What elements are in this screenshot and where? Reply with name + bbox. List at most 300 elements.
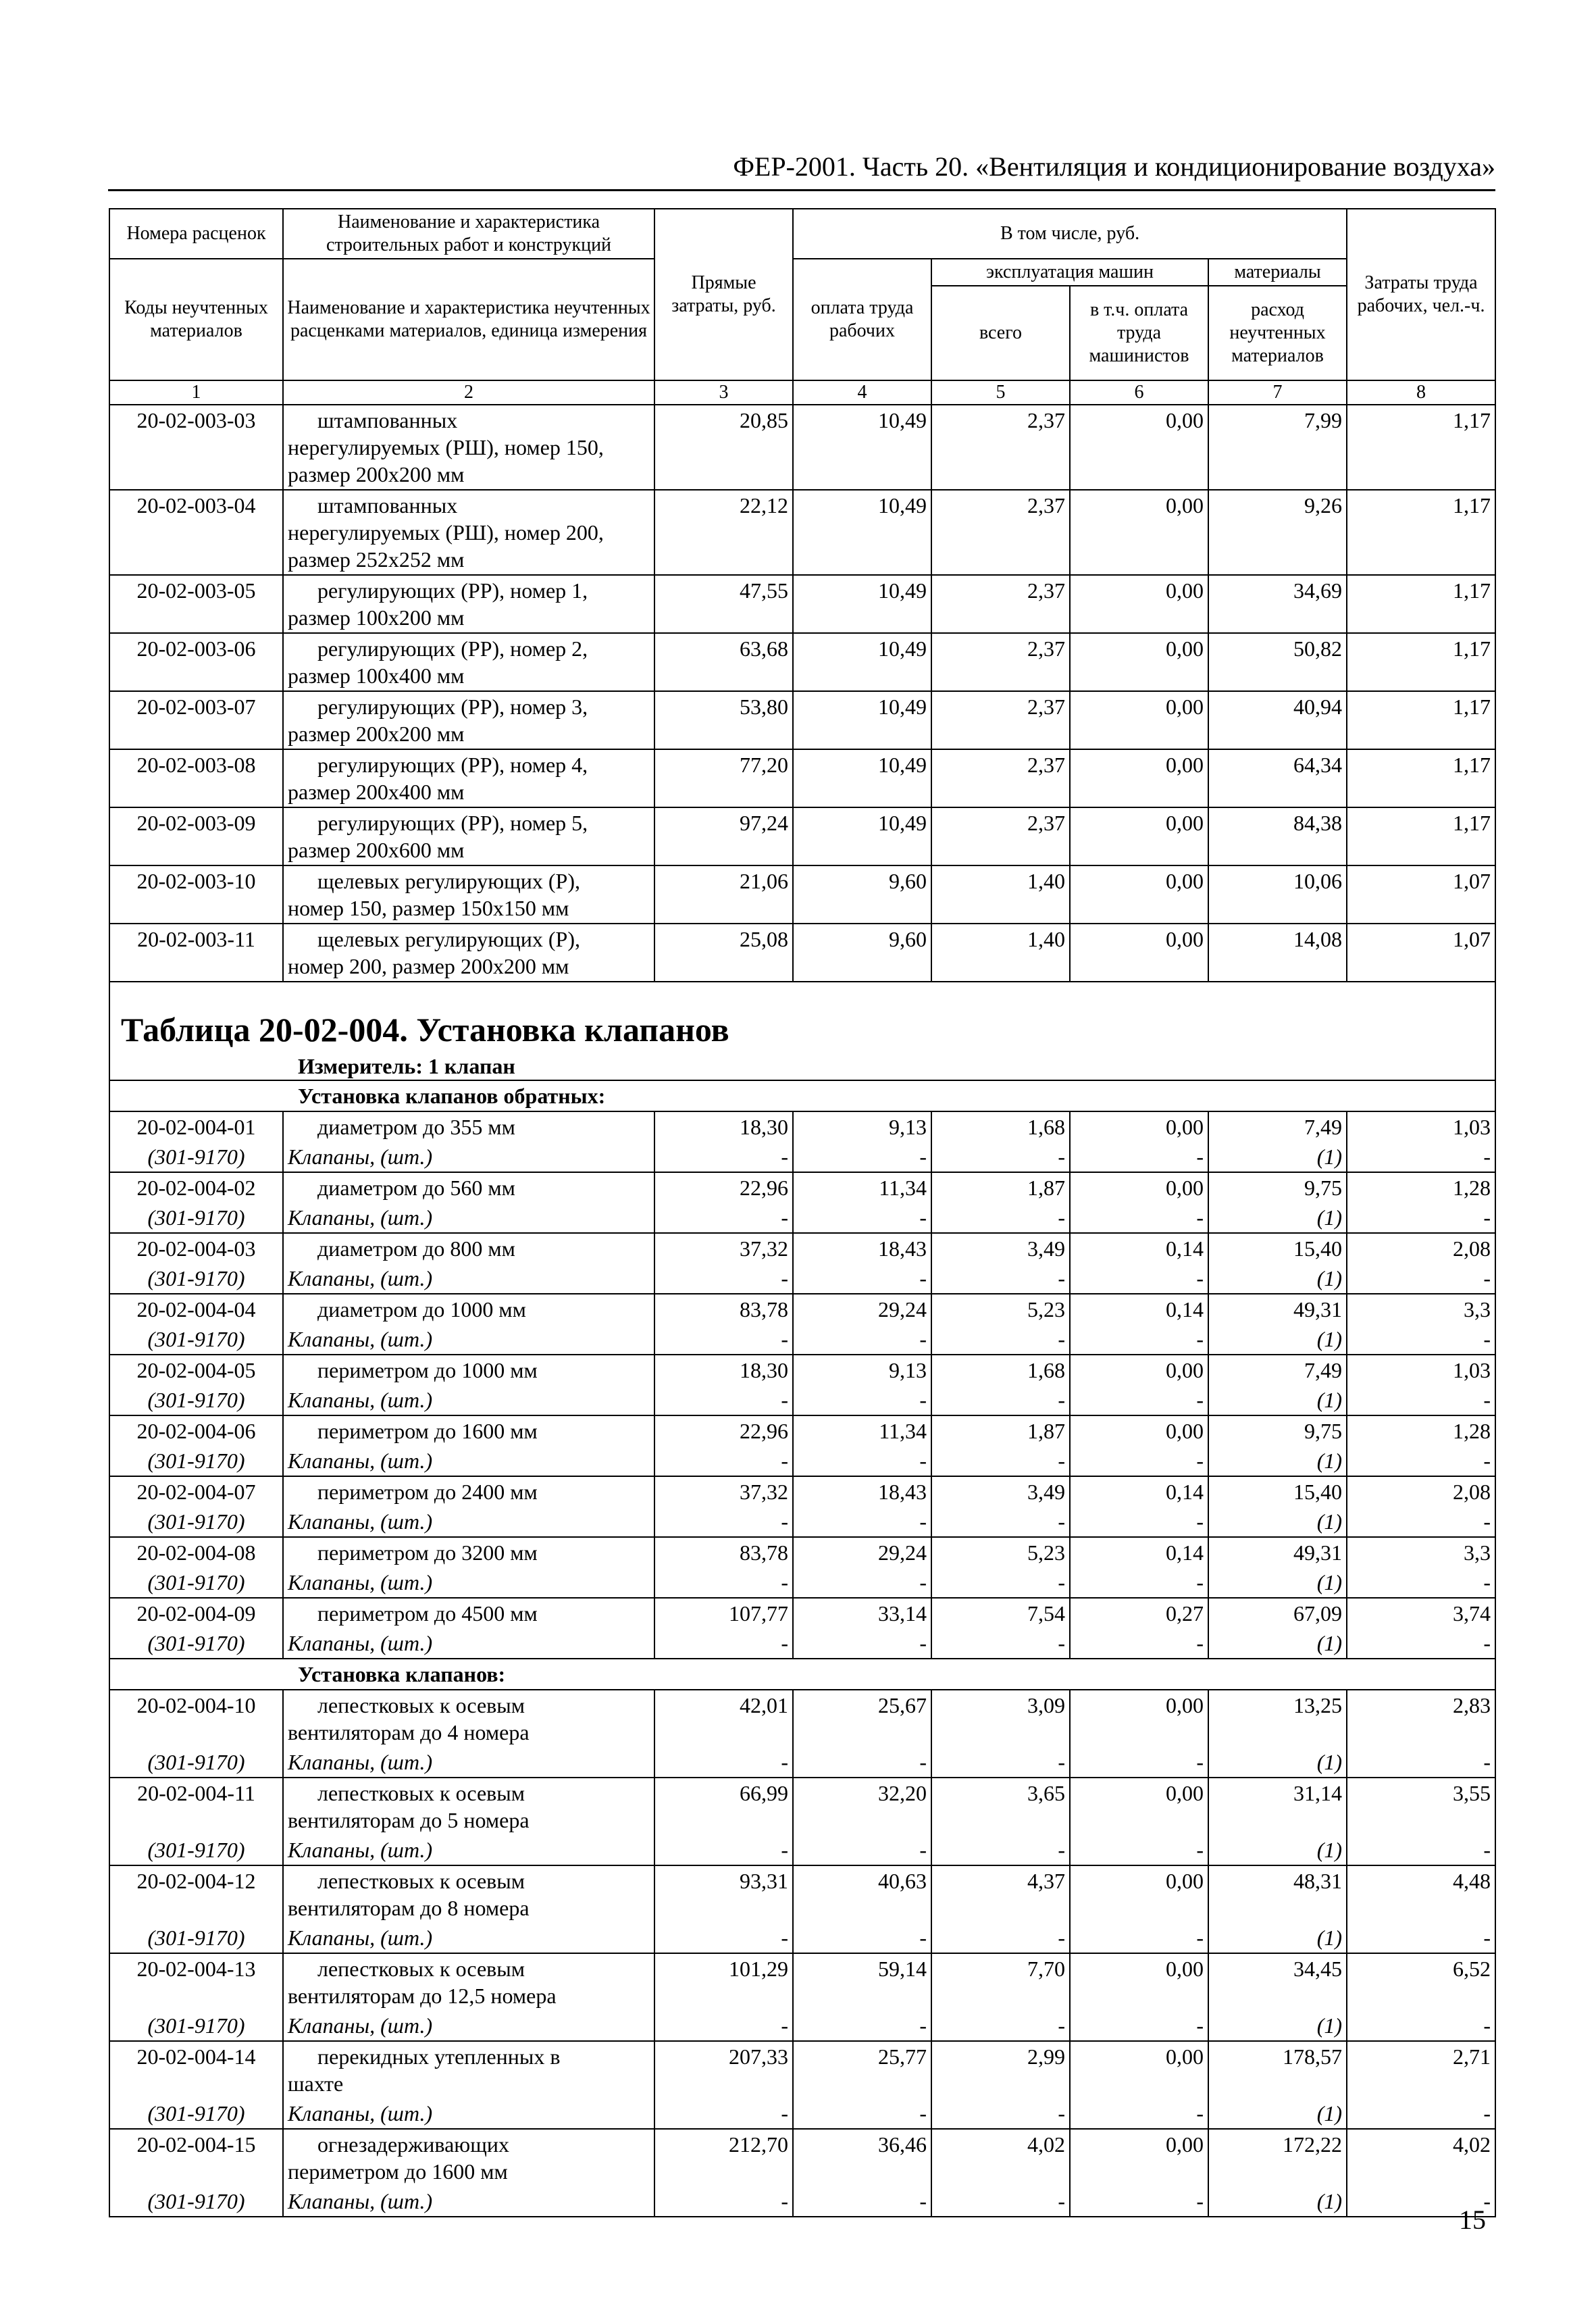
rate-code: 20-02-004-05 [109, 1355, 283, 1385]
material-name: Клапаны, (шт.) [283, 1142, 654, 1172]
empty-dash: - [654, 1567, 793, 1598]
work-name: диаметром до 800 мм [317, 1236, 515, 1261]
empty-dash: - [654, 1263, 793, 1294]
work-name: диаметром до 560 мм [317, 1176, 515, 1200]
labor-pay-value: 33,14 [793, 1598, 931, 1628]
table-row [109, 633, 1495, 691]
table-row [109, 1953, 1495, 2011]
column-number: 1 [109, 380, 283, 405]
machines-value: 3,49 [931, 1233, 1070, 1263]
labor-hours-value: 2,83 [1347, 1690, 1495, 1747]
empty-dash: - [793, 1835, 931, 1865]
work-description [283, 1415, 654, 1446]
material-name: Клапаны, (шт.) [283, 1747, 654, 1778]
labor-pay-value: 18,43 [793, 1476, 931, 1507]
material-quantity: (1) [1208, 1567, 1347, 1598]
direct-cost-value: 93,31 [654, 1865, 793, 1923]
material-row [109, 2186, 1495, 2217]
rate-code: 20-02-004-01 [109, 1111, 283, 1142]
empty-dash: - [1347, 2098, 1495, 2129]
machines-value: 3,65 [931, 1778, 1070, 1835]
work-name-continuation: размер 200х600 мм [288, 838, 465, 862]
work-name: лепестковых к осевым [317, 1869, 525, 1893]
table-row [109, 1415, 1495, 1446]
machinists-pay-value: 0,00 [1070, 749, 1208, 807]
table-row [109, 1294, 1495, 1324]
machinists-pay-value: 0,00 [1070, 1415, 1208, 1446]
material-name: Клапаны, (шт.) [283, 1628, 654, 1659]
work-description [283, 2129, 654, 2186]
material-code: (301-9170) [109, 1446, 283, 1476]
materials-value: 7,49 [1208, 1355, 1347, 1385]
table-004-title: Таблица 20-02-004. Установка клапанов [121, 1011, 729, 1049]
empty-dash: - [1070, 1507, 1208, 1537]
machines-value: 3,49 [931, 1476, 1070, 1507]
labor-hours-value: 3,3 [1347, 1294, 1495, 1324]
empty-dash: - [654, 1142, 793, 1172]
empty-dash: - [1347, 1446, 1495, 1476]
work-name: щелевых регулирующих (Р), [317, 869, 580, 893]
empty-dash: - [793, 2098, 931, 2129]
machines-value: 2,37 [931, 490, 1070, 575]
material-name: Клапаны, (шт.) [283, 1446, 654, 1476]
labor-hours-value: 6,52 [1347, 1953, 1495, 2011]
material-quantity: (1) [1208, 1747, 1347, 1778]
column-number: 4 [793, 380, 931, 405]
machines-value: 1,68 [931, 1355, 1070, 1385]
empty-dash: - [793, 1507, 931, 1537]
material-row [109, 1507, 1495, 1537]
work-name-continuation: шахте [288, 2071, 344, 2096]
empty-dash: - [1347, 1203, 1495, 1233]
header-machines: эксплуатация машин [931, 259, 1208, 286]
work-description [283, 1598, 654, 1628]
materials-value: 48,31 [1208, 1865, 1347, 1923]
table-004-heading [109, 982, 1495, 1111]
rate-code: 20-02-004-14 [109, 2041, 283, 2098]
empty-dash: - [1070, 1628, 1208, 1659]
work-description [283, 1355, 654, 1385]
empty-dash: - [931, 2011, 1070, 2041]
table-row [109, 749, 1495, 807]
material-code: (301-9170) [109, 1507, 283, 1537]
labor-pay-value: 9,60 [793, 865, 931, 924]
column-number: 3 [654, 380, 793, 405]
machines-value: 2,37 [931, 749, 1070, 807]
machinists-pay-value: 0,00 [1070, 1111, 1208, 1142]
material-quantity: (1) [1208, 1142, 1347, 1172]
material-row [109, 1567, 1495, 1598]
materials-value: 7,49 [1208, 1111, 1347, 1142]
table-row [109, 691, 1495, 749]
empty-dash: - [931, 1446, 1070, 1476]
direct-cost-value: 22,96 [654, 1172, 793, 1203]
material-code: (301-9170) [109, 1628, 283, 1659]
empty-dash: - [1070, 2098, 1208, 2129]
rate-code: 20-02-003-09 [109, 807, 283, 865]
work-name: регулирующих (РР), номер 2, [317, 636, 588, 661]
work-description [283, 749, 654, 807]
empty-dash: - [793, 1142, 931, 1172]
work-name-continuation: периметром до 1600 мм [288, 2159, 508, 2184]
labor-pay-value: 10,49 [793, 691, 931, 749]
direct-cost-value: 83,78 [654, 1294, 793, 1324]
machinists-pay-value: 0,00 [1070, 924, 1208, 982]
header-direct-costs: Прямые затраты, руб. [654, 209, 793, 380]
direct-cost-value: 22,12 [654, 490, 793, 575]
work-name: регулирующих (РР), номер 3, [317, 695, 588, 719]
machinists-pay-value: 0,00 [1070, 405, 1208, 490]
empty-dash: - [1347, 1385, 1495, 1415]
empty-dash: - [931, 1567, 1070, 1598]
direct-cost-value: 63,68 [654, 633, 793, 691]
rate-code: 20-02-003-11 [109, 924, 283, 982]
labor-pay-value: 9,60 [793, 924, 931, 982]
empty-dash: - [931, 1385, 1070, 1415]
direct-cost-value: 20,85 [654, 405, 793, 490]
work-name: диаметром до 1000 мм [317, 1297, 526, 1322]
machinists-pay-value: 0,00 [1070, 1865, 1208, 1923]
material-name: Клапаны, (шт.) [283, 1324, 654, 1355]
direct-cost-value: 53,80 [654, 691, 793, 749]
header-name-bottom: Наименование и характеристика неучтенных расценками материалов, единица измерения [283, 259, 654, 380]
empty-dash: - [1070, 1567, 1208, 1598]
labor-hours-value: 1,17 [1347, 807, 1495, 865]
machines-value: 1,68 [931, 1111, 1070, 1142]
labor-pay-value: 29,24 [793, 1537, 931, 1567]
direct-cost-value: 207,33 [654, 2041, 793, 2098]
work-name: периметром до 4500 мм [317, 1601, 538, 1626]
rate-code: 20-02-003-06 [109, 633, 283, 691]
empty-dash: - [1347, 1324, 1495, 1355]
empty-dash: - [1070, 1142, 1208, 1172]
direct-cost-value: 21,06 [654, 865, 793, 924]
materials-value: 50,82 [1208, 633, 1347, 691]
machinists-pay-value: 0,00 [1070, 691, 1208, 749]
rate-code: 20-02-004-13 [109, 1953, 283, 2011]
column-numbers-row [109, 380, 1495, 405]
rate-code: 20-02-004-12 [109, 1865, 283, 1923]
empty-dash: - [793, 1324, 931, 1355]
empty-dash: - [793, 2186, 931, 2217]
material-code: (301-9170) [109, 1142, 283, 1172]
material-row [109, 1747, 1495, 1778]
work-name: диаметром до 355 мм [317, 1115, 515, 1139]
running-header [108, 143, 1495, 191]
material-row [109, 1835, 1495, 1865]
table-row [109, 1111, 1495, 1142]
labor-hours-value: 2,71 [1347, 2041, 1495, 2098]
direct-cost-value: 22,96 [654, 1415, 793, 1446]
material-quantity: (1) [1208, 1446, 1347, 1476]
direct-cost-value: 77,20 [654, 749, 793, 807]
materials-value: 172,22 [1208, 2129, 1347, 2186]
work-name: периметром до 1000 мм [317, 1358, 538, 1382]
machinists-pay-value: 0,00 [1070, 1172, 1208, 1203]
work-name-continuation: номер 150, размер 150х150 мм [288, 896, 569, 920]
table-row [109, 1172, 1495, 1203]
material-name: Клапаны, (шт.) [283, 1835, 654, 1865]
direct-cost-value: 107,77 [654, 1598, 793, 1628]
machinists-pay-value: 0,00 [1070, 575, 1208, 633]
empty-dash: - [793, 1628, 931, 1659]
machinists-pay-value: 0,00 [1070, 490, 1208, 575]
materials-value: 15,40 [1208, 1233, 1347, 1263]
empty-dash: - [793, 1203, 931, 1233]
page-number: 15 [1459, 2205, 1486, 2235]
empty-dash: - [654, 1747, 793, 1778]
work-name: регулирующих (РР), номер 4, [317, 753, 588, 777]
empty-dash: - [1347, 1923, 1495, 1953]
work-name-continuation: вентиляторам до 4 номера [288, 1720, 530, 1744]
material-row [109, 1628, 1495, 1659]
material-name: Клапаны, (шт.) [283, 1263, 654, 1294]
labor-pay-value: 59,14 [793, 1953, 931, 2011]
machines-value: 5,23 [931, 1537, 1070, 1567]
empty-dash: - [654, 1835, 793, 1865]
labor-pay-value: 29,24 [793, 1294, 931, 1324]
machinists-pay-value: 0,00 [1070, 2129, 1208, 2186]
material-code: (301-9170) [109, 1324, 283, 1355]
machines-value: 7,70 [931, 1953, 1070, 2011]
empty-dash: - [931, 1142, 1070, 1172]
empty-dash: - [931, 1747, 1070, 1778]
table-row [109, 490, 1495, 575]
work-description [283, 2041, 654, 2098]
machines-value: 3,09 [931, 1690, 1070, 1747]
rate-code: 20-02-004-07 [109, 1476, 283, 1507]
material-name: Клапаны, (шт.) [283, 1385, 654, 1415]
labor-hours-value: 2,08 [1347, 1233, 1495, 1263]
empty-dash: - [793, 1923, 931, 1953]
direct-cost-value: 42,01 [654, 1690, 793, 1747]
table-row [109, 807, 1495, 865]
work-name: перекидных утепленных в [317, 2044, 561, 2069]
work-description [283, 633, 654, 691]
table-row [109, 575, 1495, 633]
work-description [283, 1172, 654, 1203]
column-number: 7 [1208, 380, 1347, 405]
empty-dash: - [1347, 1835, 1495, 1865]
work-description [283, 575, 654, 633]
empty-dash: - [1347, 1628, 1495, 1659]
empty-dash: - [654, 1385, 793, 1415]
empty-dash: - [1070, 1747, 1208, 1778]
rate-code: 20-02-003-10 [109, 865, 283, 924]
empty-dash: - [931, 1263, 1070, 1294]
empty-dash: - [1070, 2011, 1208, 2041]
column-number: 6 [1070, 380, 1208, 405]
labor-pay-value: 11,34 [793, 1172, 931, 1203]
table-row [109, 1355, 1495, 1385]
empty-dash: - [654, 1923, 793, 1953]
machines-value: 1,87 [931, 1415, 1070, 1446]
empty-dash: - [1347, 1142, 1495, 1172]
direct-cost-value: 47,55 [654, 575, 793, 633]
machines-value: 1,87 [931, 1172, 1070, 1203]
machines-value: 7,54 [931, 1598, 1070, 1628]
work-name: регулирующих (РР), номер 5, [317, 811, 588, 835]
materials-value: 13,25 [1208, 1690, 1347, 1747]
empty-dash: - [931, 2186, 1070, 2217]
labor-pay-value: 18,43 [793, 1233, 931, 1263]
labor-pay-value: 10,49 [793, 575, 931, 633]
labor-hours-value: 1,07 [1347, 924, 1495, 982]
material-row [109, 2011, 1495, 2041]
materials-value: 31,14 [1208, 1778, 1347, 1835]
labor-hours-value: 1,17 [1347, 575, 1495, 633]
labor-pay-value: 40,63 [793, 1865, 931, 1923]
materials-value: 15,40 [1208, 1476, 1347, 1507]
labor-hours-value: 1,17 [1347, 405, 1495, 490]
rate-code: 20-02-003-08 [109, 749, 283, 807]
direct-cost-value: 25,08 [654, 924, 793, 982]
work-name-continuation: размер 200х200 мм [288, 722, 465, 746]
labor-pay-value: 10,49 [793, 633, 931, 691]
labor-pay-value: 10,49 [793, 490, 931, 575]
table-row [109, 1598, 1495, 1628]
empty-dash: - [793, 1747, 931, 1778]
work-description [283, 1537, 654, 1567]
machinists-pay-value: 0,14 [1070, 1233, 1208, 1263]
rate-code: 20-02-004-06 [109, 1415, 283, 1446]
machinists-pay-value: 0,14 [1070, 1476, 1208, 1507]
labor-pay-value: 10,49 [793, 807, 931, 865]
material-quantity: (1) [1208, 2186, 1347, 2217]
empty-dash: - [793, 1567, 931, 1598]
labor-pay-value: 9,13 [793, 1355, 931, 1385]
work-name-continuation: нерегулируемых (РШ), номер 200, размер 252х252 мм [288, 520, 604, 572]
table-row [109, 1476, 1495, 1507]
labor-hours-value: 1,17 [1347, 691, 1495, 749]
materials-value: 34,69 [1208, 575, 1347, 633]
machines-value: 4,02 [931, 2129, 1070, 2186]
work-name: лепестковых к осевым [317, 1957, 525, 1981]
table-row [109, 865, 1495, 924]
material-name: Клапаны, (шт.) [283, 2186, 654, 2217]
empty-dash: - [1347, 1263, 1495, 1294]
machines-value: 2,37 [931, 691, 1070, 749]
labor-hours-value: 4,02 [1347, 2129, 1495, 2186]
direct-cost-value: 97,24 [654, 807, 793, 865]
machinists-pay-value: 0,14 [1070, 1294, 1208, 1324]
empty-dash: - [654, 1507, 793, 1537]
machines-value: 5,23 [931, 1294, 1070, 1324]
direct-cost-value: 66,99 [654, 1778, 793, 1835]
empty-dash: - [793, 2011, 931, 2041]
materials-value: 9,26 [1208, 490, 1347, 575]
machines-value: 2,37 [931, 633, 1070, 691]
machines-value: 1,40 [931, 924, 1070, 982]
work-name: лепестковых к осевым [317, 1781, 525, 1805]
empty-dash: - [1070, 1446, 1208, 1476]
rate-code: 20-02-003-03 [109, 405, 283, 490]
work-name-continuation: размер 100х200 мм [288, 605, 465, 630]
material-quantity: (1) [1208, 1835, 1347, 1865]
labor-pay-value: 9,13 [793, 1111, 931, 1142]
material-quantity: (1) [1208, 2098, 1347, 2129]
work-description [283, 1294, 654, 1324]
labor-pay-value: 32,20 [793, 1778, 931, 1835]
labor-hours-value: 1,17 [1347, 633, 1495, 691]
rate-code: 20-02-004-15 [109, 2129, 283, 2186]
materials-value: 84,38 [1208, 807, 1347, 865]
table-004-section1-body [109, 1111, 1495, 1659]
direct-cost-value: 37,32 [654, 1476, 793, 1507]
empty-dash: - [1347, 2186, 1495, 2217]
machinists-pay-value: 0,00 [1070, 633, 1208, 691]
labor-hours-value: 1,03 [1347, 1111, 1495, 1142]
column-number: 5 [931, 380, 1070, 405]
empty-dash: - [1347, 1567, 1495, 1598]
empty-dash: - [793, 1446, 931, 1476]
material-code: (301-9170) [109, 1203, 283, 1233]
empty-dash: - [793, 1263, 931, 1294]
rate-code: 20-02-004-08 [109, 1537, 283, 1567]
work-description [283, 691, 654, 749]
header-machines-total: всего [931, 286, 1070, 380]
work-name: лепестковых к осевым [317, 1693, 525, 1717]
rate-code: 20-02-004-11 [109, 1778, 283, 1835]
machinists-pay-value: 0,00 [1070, 2041, 1208, 2098]
empty-dash: - [931, 1835, 1070, 1865]
work-name-continuation: вентиляторам до 5 номера [288, 1808, 530, 1832]
material-row [109, 1446, 1495, 1476]
labor-hours-value: 3,74 [1347, 1598, 1495, 1628]
empty-dash: - [654, 1446, 793, 1476]
work-name: периметром до 3200 мм [317, 1540, 538, 1565]
table-row [109, 924, 1495, 982]
material-quantity: (1) [1208, 1923, 1347, 1953]
rate-code: 20-02-004-04 [109, 1294, 283, 1324]
running-title: ФЕР-2001. Часть 20. «Вентиляция и кондиционирование воздуха» [733, 151, 1495, 182]
machines-value: 2,37 [931, 575, 1070, 633]
empty-dash: - [931, 1203, 1070, 1233]
materials-value: 40,94 [1208, 691, 1347, 749]
empty-dash: - [931, 2098, 1070, 2129]
material-quantity: (1) [1208, 2011, 1347, 2041]
table-row [109, 1537, 1495, 1567]
work-description [283, 1690, 654, 1747]
empty-dash: - [654, 2098, 793, 2129]
material-row [109, 2098, 1495, 2129]
materials-value: 67,09 [1208, 1598, 1347, 1628]
material-quantity: (1) [1208, 1324, 1347, 1355]
materials-value: 9,75 [1208, 1415, 1347, 1446]
labor-pay-value: 11,34 [793, 1415, 931, 1446]
rates-table [109, 208, 1496, 2217]
machinists-pay-value: 0,00 [1070, 1690, 1208, 1747]
empty-dash: - [931, 1507, 1070, 1537]
material-quantity: (1) [1208, 1203, 1347, 1233]
header-labor-hours: Затраты труда рабочих, чел.-ч. [1347, 209, 1495, 380]
machinists-pay-value: 0,00 [1070, 1778, 1208, 1835]
work-name: огнезадерживающих [317, 2132, 509, 2157]
machinists-pay-value: 0,00 [1070, 1953, 1208, 2011]
empty-dash: - [1070, 1324, 1208, 1355]
materials-value: 49,31 [1208, 1537, 1347, 1567]
material-name: Клапаны, (шт.) [283, 2098, 654, 2129]
work-name-continuation: нерегулируемых (РШ), номер 150, размер 200х200 мм [288, 435, 604, 486]
machines-value: 2,37 [931, 405, 1070, 490]
material-code: (301-9170) [109, 1385, 283, 1415]
material-name: Клапаны, (шт.) [283, 1203, 654, 1233]
material-quantity: (1) [1208, 1263, 1347, 1294]
rate-code: 20-02-004-10 [109, 1690, 283, 1747]
work-description [283, 1865, 654, 1923]
material-quantity: (1) [1208, 1507, 1347, 1537]
table-row [109, 1865, 1495, 1923]
